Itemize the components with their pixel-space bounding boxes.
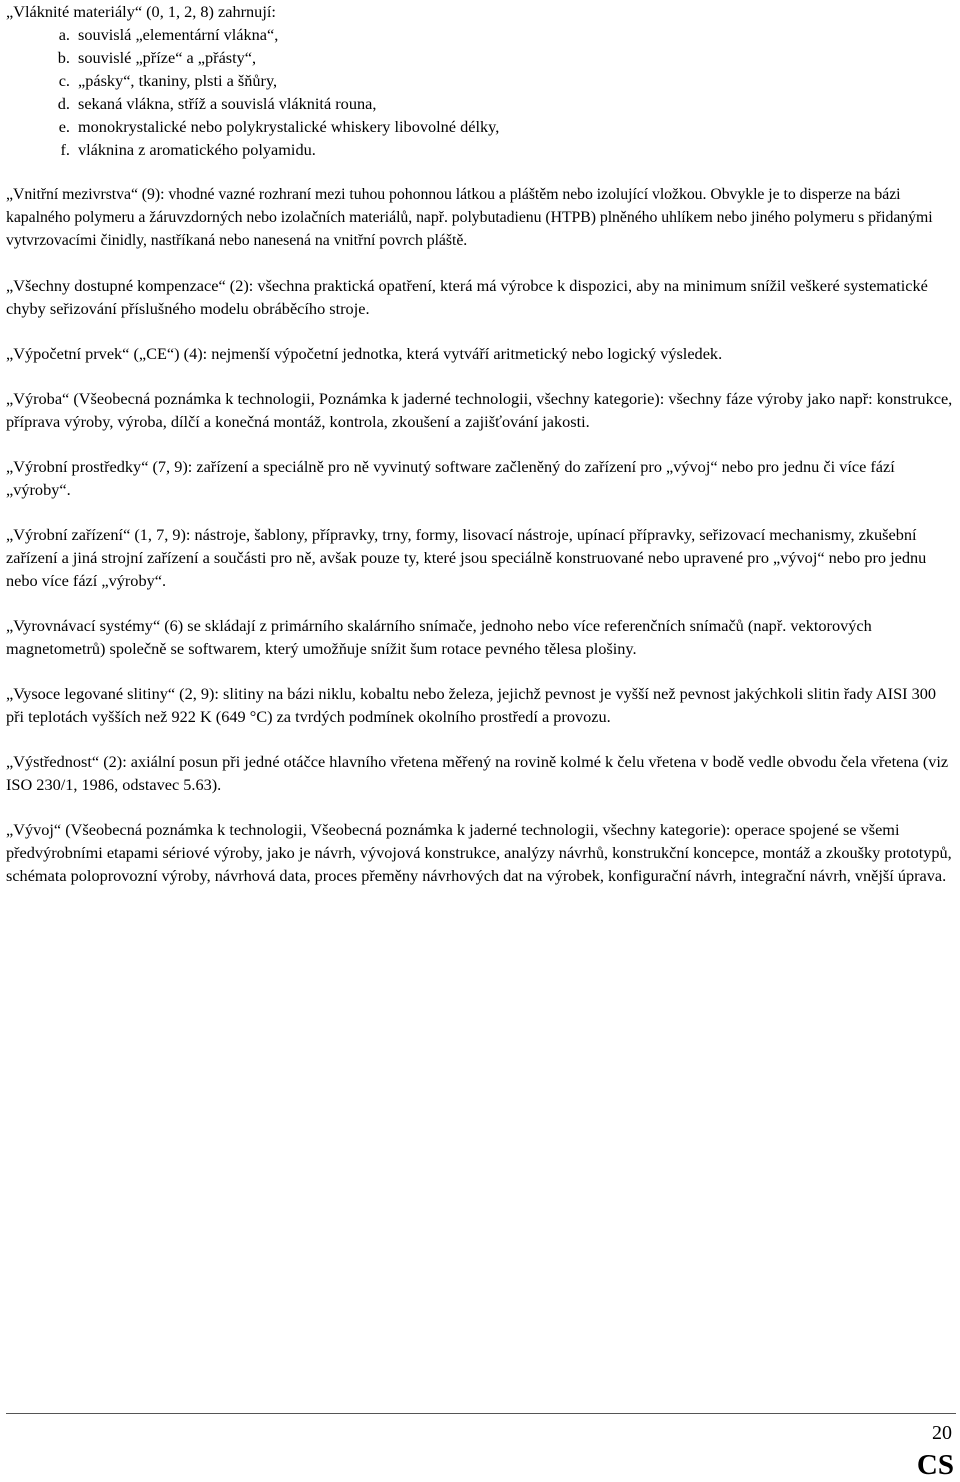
list-item xyxy=(6,23,954,46)
list-item xyxy=(6,92,954,115)
list-marker: c. xyxy=(58,71,70,90)
list-item xyxy=(6,46,954,69)
list-marker: a. xyxy=(58,25,70,44)
list-item xyxy=(6,138,954,161)
list-marker: e. xyxy=(58,117,70,136)
definition-paragraph: „Všechny dostupné kompenzace“ (2): všechna praktická opatření, která má výrobce k dispozici, aby na minimum snížil veškeré systematické chyby seřizování příslušného modelu obráběcího stroje. xyxy=(6,276,928,318)
language-code: CS xyxy=(916,1449,954,1481)
list-marker: b. xyxy=(57,48,70,67)
definition-paragraph: „Výpočetní prvek“ („CE“) (4): nejmenší výpočetní jednotka, která vytváří aritmetický nebo logický výsledek. xyxy=(6,344,723,363)
list-item-text: monokrystalické nebo polykrystalické whiskery libovolné délky, xyxy=(78,117,500,136)
definition-list xyxy=(6,23,954,161)
footer-divider xyxy=(6,1413,956,1414)
list-item-text: souvislé „příze“ a „přásty“, xyxy=(78,48,257,67)
definition-paragraph: „Výrobní prostředky“ (7, 9): zařízení a speciálně pro ně vyvinutý software začleněný do zařízení pro „vývoj“ nebo pro jednu či více fází „výroby“. xyxy=(6,457,895,499)
list-item xyxy=(6,115,954,138)
definition-paragraph: „Vývoj“ (Všeobecná poznámka k technologii, Všeobecná poznámka k jaderné technologii, všechny kategorie): operace spojené se všemi předvýrobními etapami sériové výroby, jako je návrh, vývojová konstrukce, analýzy návrhů, konstrukční koncepce, montáž a zkoušky prototypů, schémata poloprovozní výroby, návrhová data, proces přeměny návrhových dat na výrobek, konfigurační návrh, integrační návrh, vnější úprava. xyxy=(6,820,952,885)
definition-paragraph: „Vyrovnávací systémy“ (6) se skládají z primárního skalárního snímače, jednoho nebo více referenčních snímačů (např. vektorových magnetometrů) společně se softwarem, který umožňuje snížit šum rotace pevného tělesa plošiny. xyxy=(6,616,872,658)
list-item-text: „pásky“, tkaniny, plsti a šňůry, xyxy=(78,71,278,90)
list-marker: d. xyxy=(57,94,70,113)
document-body xyxy=(6,0,954,909)
list-item xyxy=(6,69,954,92)
list-item-text: sekaná vlákna, stříž a souvislá vláknitá rouna, xyxy=(78,94,377,113)
definition-paragraph: „Výrobní zařízení“ (1, 7, 9): nástroje, šablony, přípravky, trny, formy, lisovací nástroje, upínací přípravky, seřizovací mechanismy, zkušební zařízení a jiná strojní zařízení a součásti pro ně, avšak pouze ty, které jsou speciálně konstruované nebo upravené pro „vývoj“ nebo pro jednu nebo více fází „výroby“. xyxy=(6,525,927,590)
definition-paragraph: „Výroba“ (Všeobecná poznámka k technologii, Poznámka k jaderné technologii, všechny kategorie): všechny fáze výroby jako např: konstrukce, příprava výroby, výroba, dílčí a konečná montáž, kontrola, zkoušení a zajišťování jakosti. xyxy=(6,389,953,431)
definition-intro: „Vláknité materiály“ (0, 1, 2, 8) zahrnují: xyxy=(6,2,276,21)
definition-paragraph: „Vnitřní mezivrstva“ (9): vhodné vazné rozhraní mezi tuhou pohonnou látkou a pláštěm nebo izolující vložkou. Obvykle je to disperze na bázi kapalného polymeru a žáruvzdorných nebo izolačních materiálů, např. polybutadienu (HTPB) plněného uhlíkem nebo jiného polymeru s přidanými vytvrzovacími činidly, nastříkaná nebo nanesená na vnitřní povrch pláště. xyxy=(6,186,933,249)
list-item-text: souvislá „elementární vlákna“, xyxy=(78,25,279,44)
definition-paragraph: „Vysoce legované slitiny“ (2, 9): slitiny na bázi niklu, kobaltu nebo železa, jejichž pevnost je vyšší než pevnost jakýchkoli slitin řady AISI 300 při teplotách vyšších než 922 K (649 °C) za tvrdých podmínek okolního prostředí a provozu. xyxy=(6,684,937,726)
list-marker: f. xyxy=(60,140,70,159)
list-item-text: vláknina z aromatického polyamidu. xyxy=(78,140,316,159)
page-number: 20 xyxy=(932,1422,952,1444)
definition-paragraph: „Výstřednost“ (2): axiální posun při jedné otáčce hlavního vřetena měřený na rovině kolmé k čelu vřetena v bodě vedle obvodu čela vřetena (viz ISO 230/1, 1986, odstavec 5.63). xyxy=(6,752,949,794)
